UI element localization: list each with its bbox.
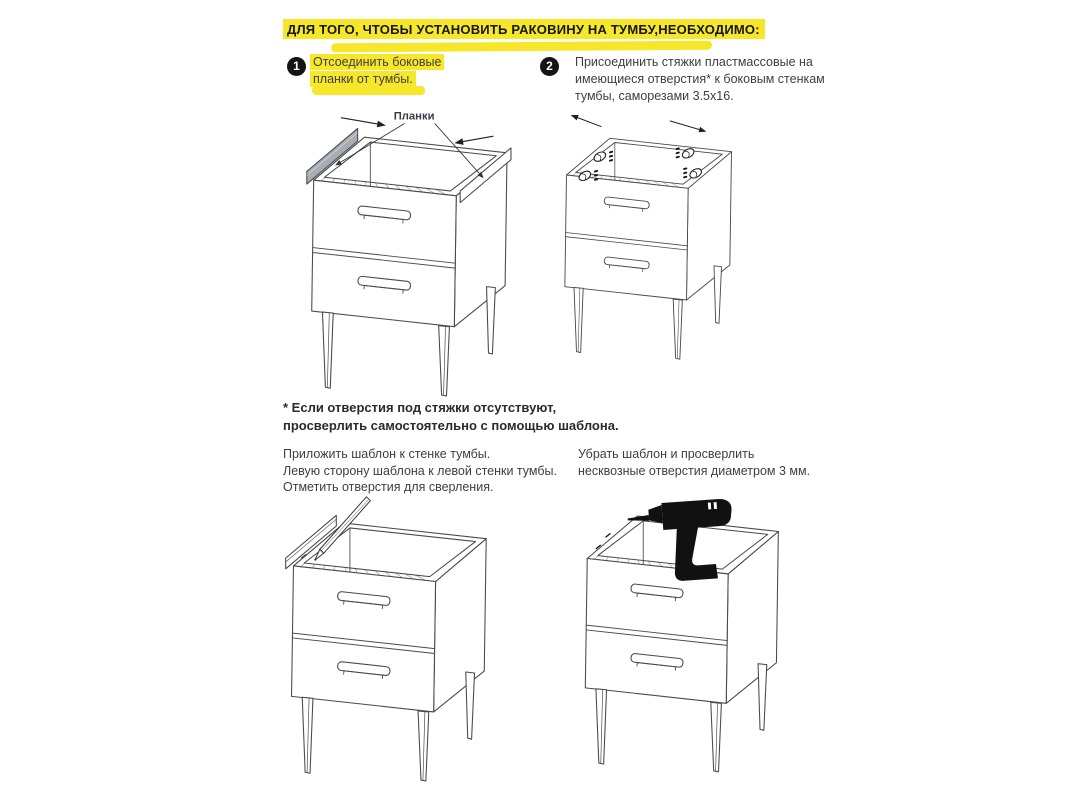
left-para-line-2: Левую сторону шаблона к левой стенки тумбы.	[283, 463, 557, 478]
step-1-badge: 1	[287, 57, 306, 76]
right-para-line-2: несквозные отверстия диаметром 3 мм.	[578, 463, 811, 478]
page-title-text: ДЛЯ ТОГО, ЧТОБЫ УСТАНОВИТЬ РАКОВИНУ НА ТУМБУ,НЕОБХОДИМО:	[283, 19, 765, 39]
left-para-line-1: Приложить шаблон к стенке тумбы.	[283, 447, 491, 461]
left-para-line-3: Отметить отверстия для сверления.	[283, 480, 494, 494]
figure-drill-holes	[566, 483, 788, 773]
template-instructions-right	[578, 446, 810, 479]
step-1-text	[310, 54, 444, 88]
step-2-line-3: тумбы, саморезами 3.5х16.	[575, 89, 734, 103]
step-1-line-2: планки от тумбы.	[310, 71, 416, 87]
template-instructions-left	[283, 446, 557, 496]
step-1-line-1: Отсоединить боковые	[310, 54, 444, 70]
step-2-badge: 2	[540, 57, 559, 76]
figure-mark-holes-with-template	[272, 490, 496, 782]
step-2-text	[575, 54, 825, 105]
note-line-2: просверлить самостоятельно с помощью шаблона.	[283, 418, 619, 433]
note-line-1: * Если отверстия под стяжки отсутствуют,	[283, 400, 557, 415]
step-2-line-2: имеющиеся отверстия* к боковым стенкам	[575, 72, 825, 86]
figure-remove-side-rails	[292, 104, 517, 397]
title-highlight-swoosh	[331, 41, 712, 53]
figure-attach-plastic-fasteners	[548, 110, 740, 360]
page-title	[283, 22, 765, 37]
step-2-line-1: Присоединить стяжки пластмассовые на	[575, 55, 813, 69]
rails-label: Планки	[393, 110, 435, 123]
template-note	[283, 399, 619, 435]
right-para-line-1: Убрать шаблон и просверлить	[578, 447, 755, 461]
